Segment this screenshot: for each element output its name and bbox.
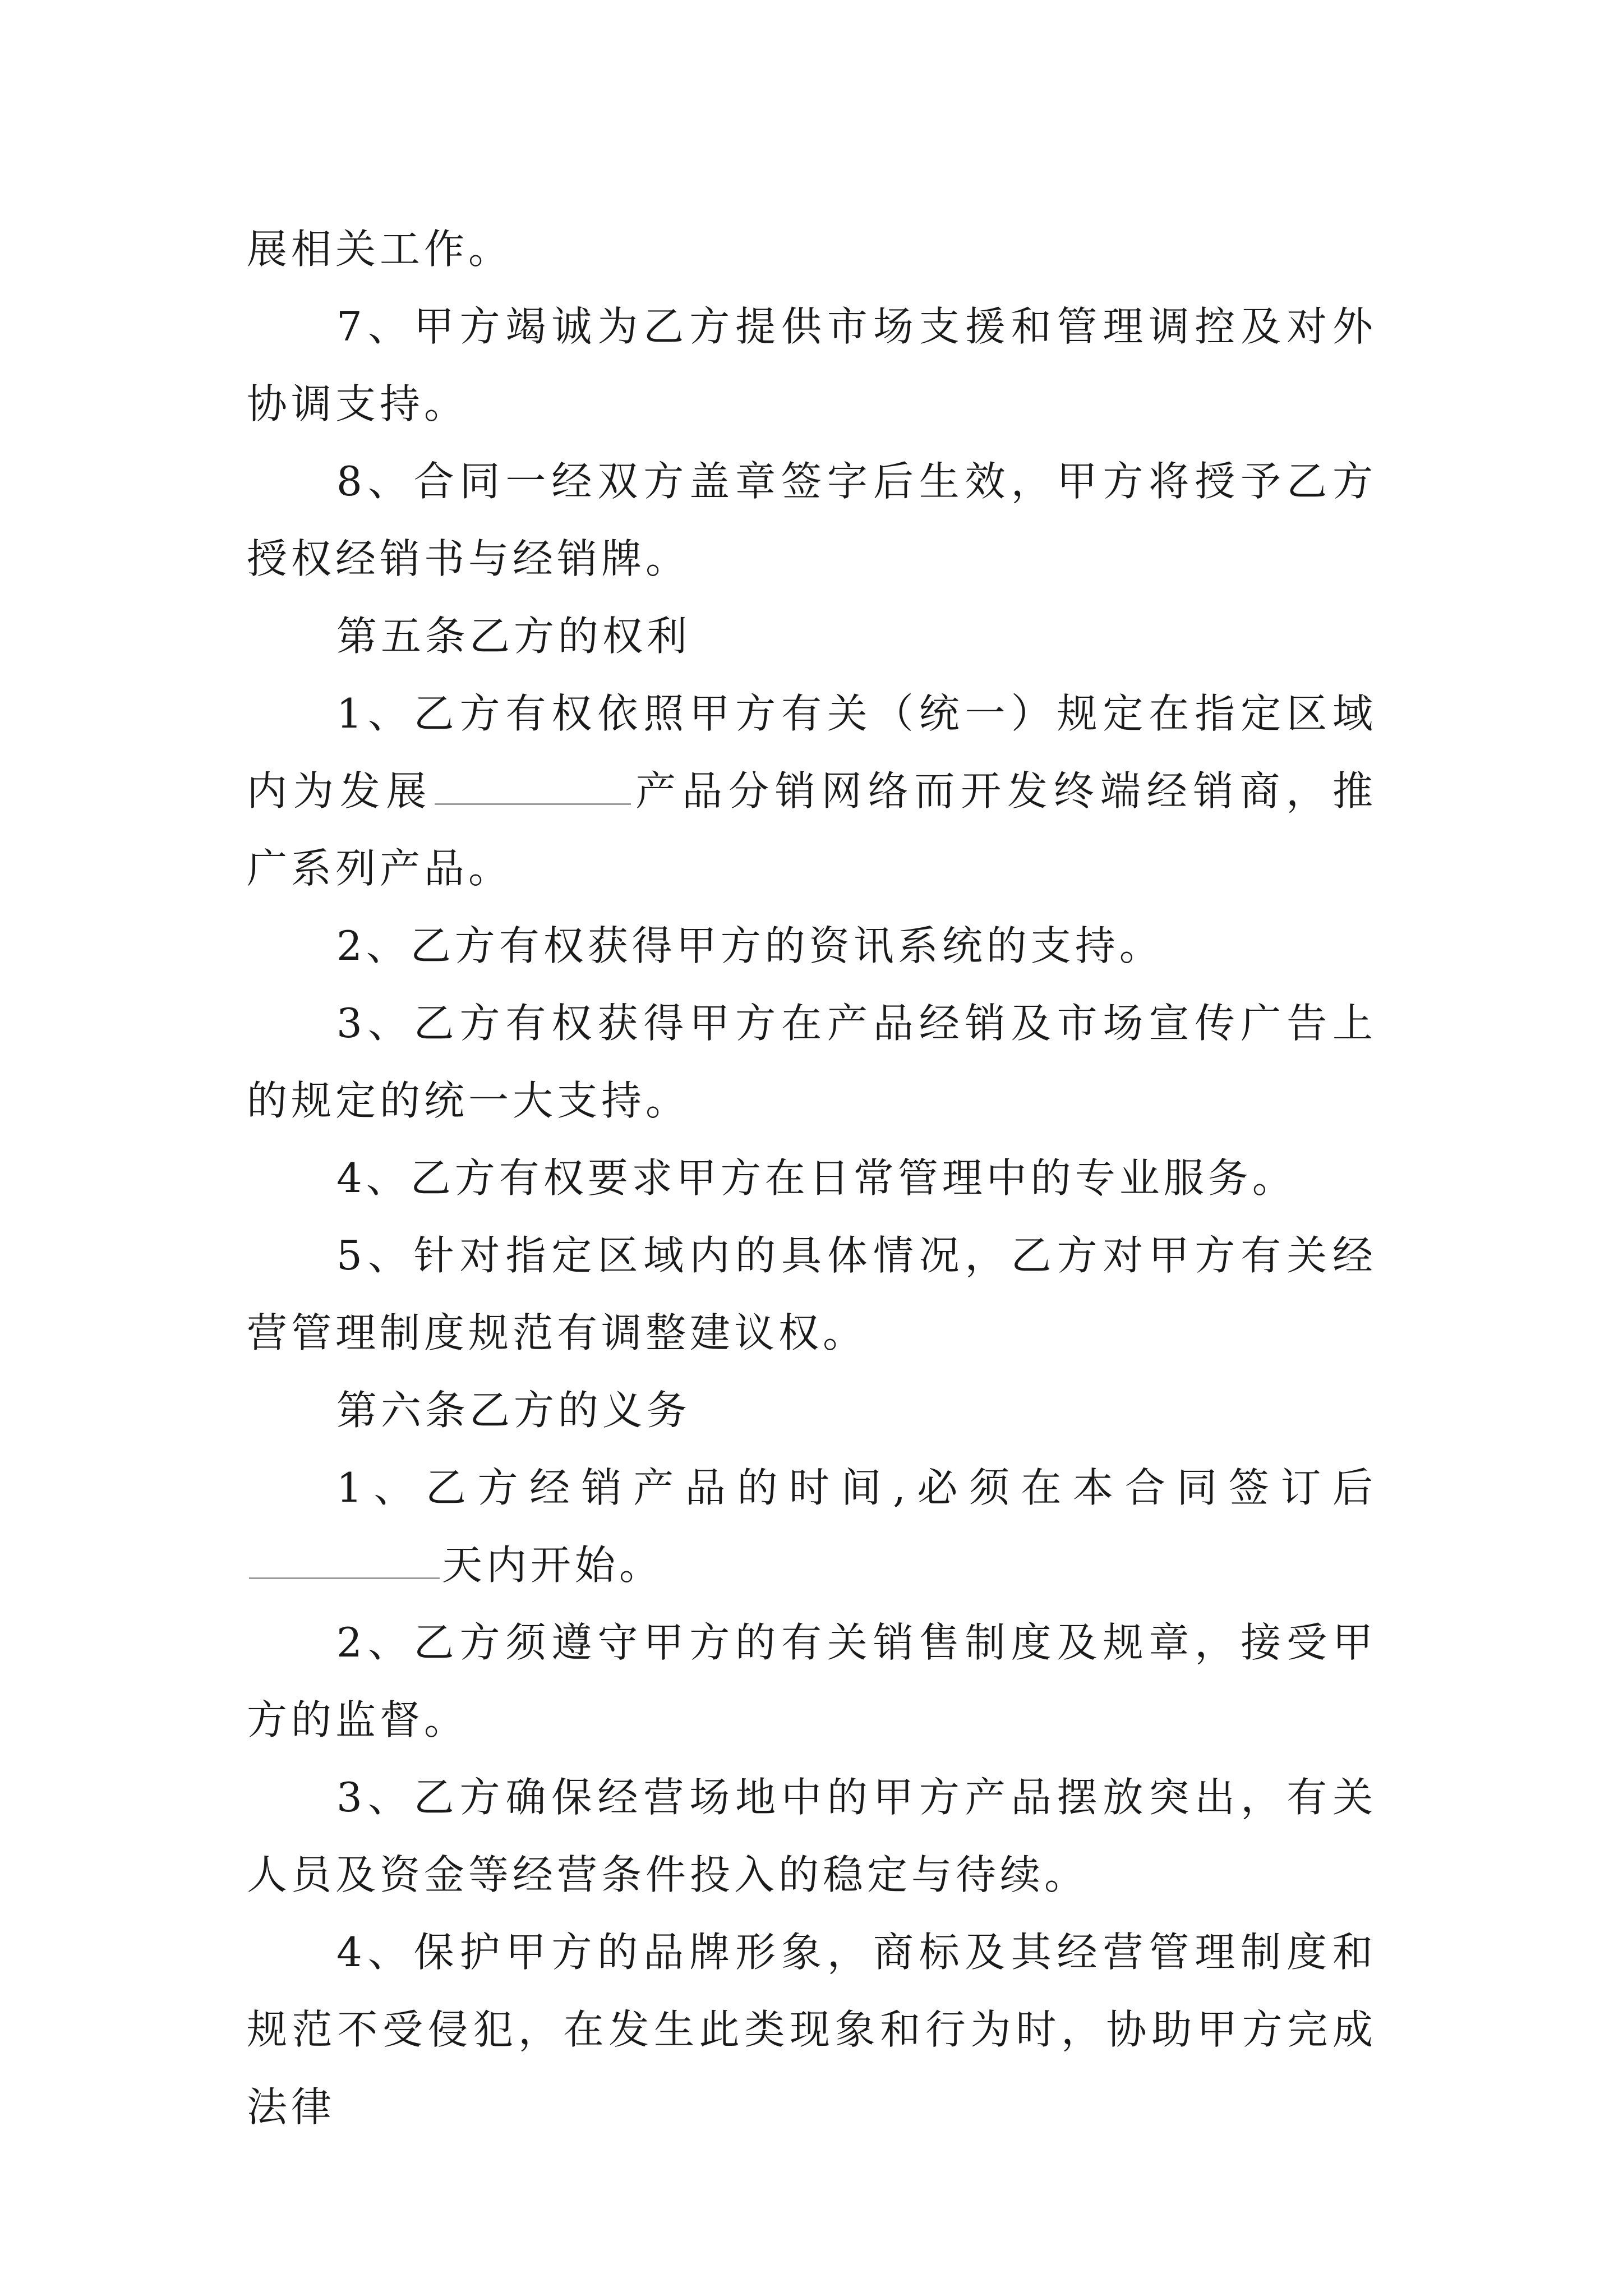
- paragraph-article-5-item-4: 4、乙方有权要求甲方在日常管理中的专业服务。: [336, 1154, 1297, 1202]
- paragraph-article-6-item-4: 4、保护甲方的品牌形象，商标及其经营管理制度和规范不受侵犯，在发生此类现象和行为时，协助甲方完成法律: [247, 1929, 1377, 2131]
- paragraph-article-5-item-2: 2、乙方有权获得甲方的资讯系统的支持。: [336, 922, 1164, 969]
- paragraph-article-6-item-2: 2、乙方须遵守甲方的有关销售制度及规章，接受甲方的监督。: [247, 1619, 1377, 1743]
- section-heading-article-5: 第五条乙方的权利: [336, 613, 691, 660]
- paragraph-text-before-blank: 1、乙方有权依照甲方有关（统一）规定在指定区域内为发展: [247, 690, 1377, 815]
- fill-in-blank-line: [249, 1577, 440, 1579]
- paragraph-article-6-item-3: 3、乙方确保经营场地中的甲方产品摆放突出，有关人员及资金等经营条件投入的稳定与待续。: [247, 1774, 1377, 1898]
- paragraph-article-5-item-5: 5、针对指定区域内的具体情况，乙方对甲方有关经营管理制度规范有调整建议权。: [247, 1232, 1377, 1356]
- fill-in-blank-line: [435, 803, 631, 805]
- paragraph-article-6-item-1: [247, 1449, 1377, 1604]
- paragraph-article-5-item-3: 3、乙方有权获得甲方在产品经销及市场宣传广告上的规定的统一大支持。: [247, 1000, 1377, 1124]
- paragraph-continuation: 展相关工作。: [247, 226, 513, 273]
- document-body: [247, 210, 1377, 2146]
- paragraph-article-5-item-1: [247, 675, 1377, 907]
- paragraph-text-after-blank: 产品分销网络而开发终端经销商，推广系列产品。: [247, 767, 1377, 892]
- paragraph-text-before-blank: 1、乙方经销产品的时间,必须在本合同签订后: [336, 1464, 1377, 1511]
- paragraph-item-7: 7、甲方竭诚为乙方提供市场支援和管理调控及对外协调支持。: [247, 303, 1377, 427]
- paragraph-text-after-blank: 天内开始。: [442, 1542, 664, 1589]
- paragraph-item-8: 8、合同一经双方盖章签字后生效，甲方将授予乙方授权经销书与经销牌。: [247, 458, 1377, 582]
- section-heading-article-6: 第六条乙方的义务: [336, 1387, 691, 1434]
